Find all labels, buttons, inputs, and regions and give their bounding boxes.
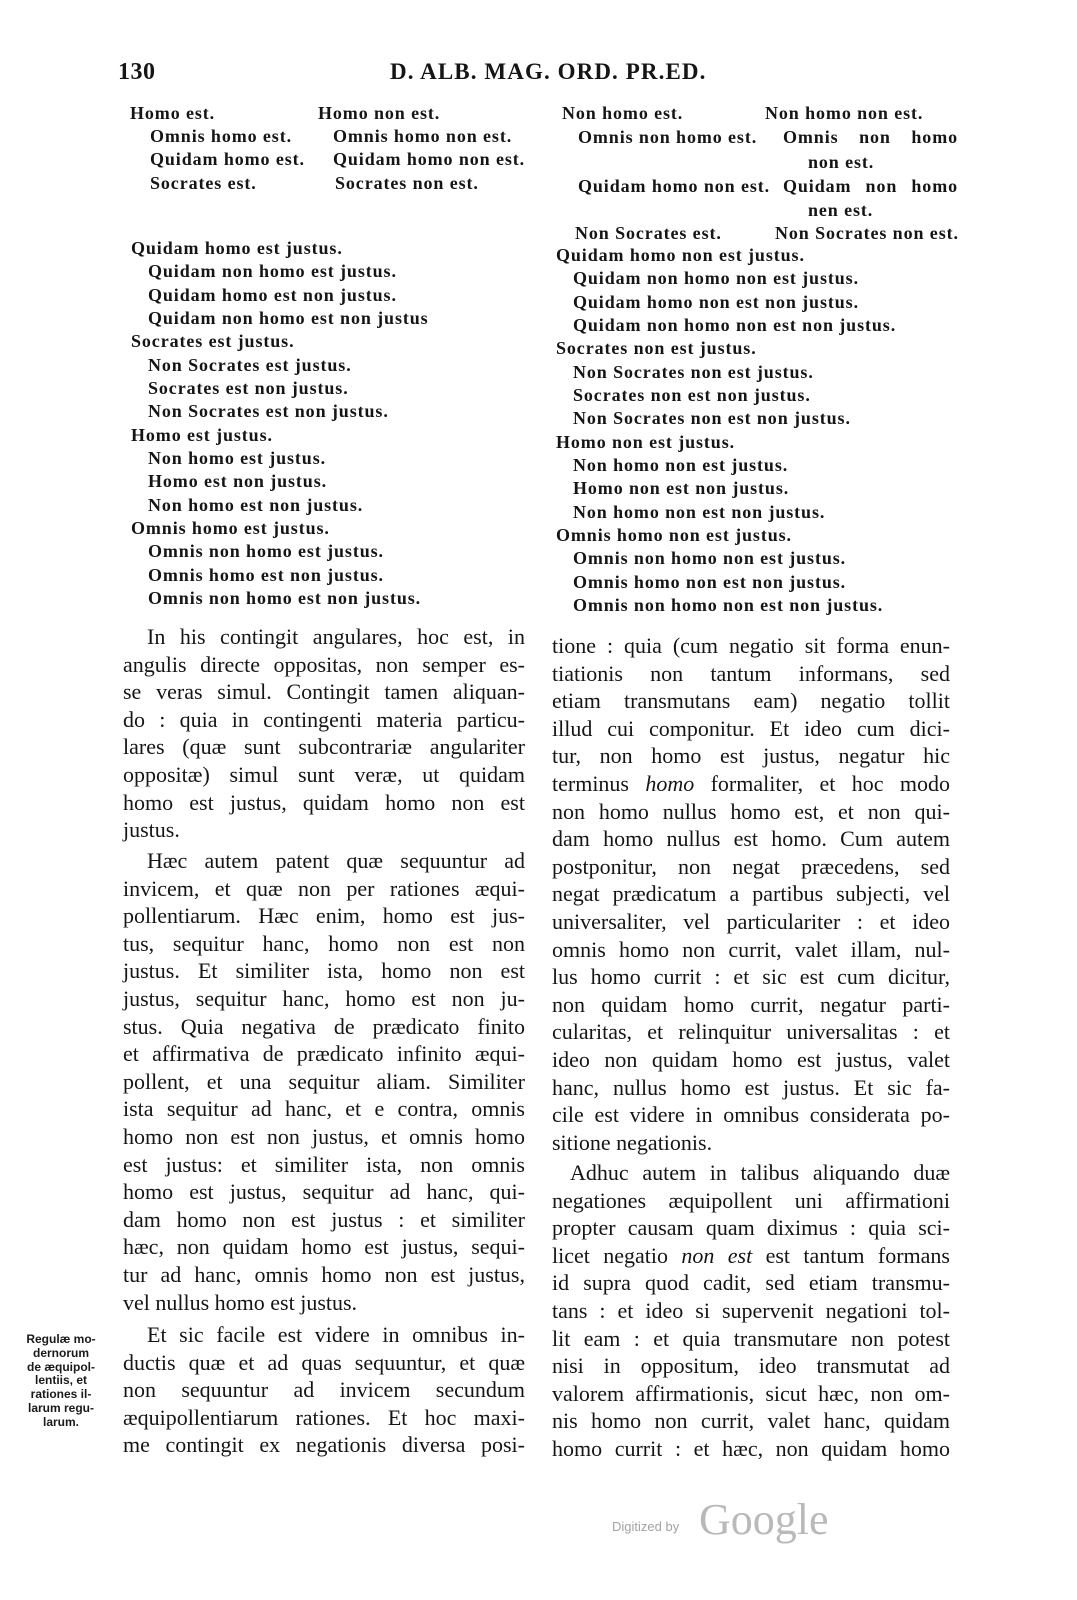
schema-line: Homo non est non justus. bbox=[573, 478, 790, 499]
text-line: nis homo non currit, valet hanc, quidam bbox=[552, 1408, 950, 1434]
schema-line: Homo est non justus. bbox=[148, 471, 328, 492]
schema-line: Non homo non est justus. bbox=[573, 455, 789, 476]
schema-line: Socrates non est non justus. bbox=[573, 385, 811, 406]
text-line bbox=[552, 770, 950, 798]
text-line: pollent, et una sequitur aliam. Similiter bbox=[123, 1068, 525, 1094]
text-line: oppositæ) simul sunt veræ, ut quidam bbox=[123, 761, 525, 787]
schema-line: Omnis homo est justus. bbox=[131, 518, 330, 539]
schema-line: Omnis homo est non justus. bbox=[148, 564, 384, 585]
text-line: angulis directe oppositas, non semper es- bbox=[123, 651, 525, 677]
schema-line: Quidam homo est non justus. bbox=[148, 284, 397, 305]
schema-list bbox=[131, 237, 429, 611]
text-line: æquipollentiarum rationes. Et hoc maxi- bbox=[123, 1404, 525, 1430]
schema-list bbox=[556, 244, 896, 618]
schema-line: Quidam non homo est non justus bbox=[148, 308, 429, 329]
watermark-google-logo: Google bbox=[699, 1495, 829, 1544]
schema-affirmative: Quidam homo non est. bbox=[578, 176, 771, 196]
schema-negative-continued: nen est. bbox=[808, 200, 874, 220]
schema-line: Quidam homo est justus. bbox=[131, 238, 343, 258]
margin-note-line: larum. bbox=[42, 1414, 79, 1429]
text-line: nisi in oppositum, ideo transmutat ad bbox=[552, 1353, 950, 1379]
text-line: dam homo non est justus : et similiter bbox=[123, 1206, 525, 1232]
text-line: cile est videre in omnibus considerata po- bbox=[552, 1102, 950, 1128]
schema-line: Omnis homo non est justus. bbox=[556, 525, 792, 546]
text-line: negationes æquipollent uni affirmationi bbox=[552, 1187, 950, 1213]
schema-negative: Homo non est. bbox=[318, 103, 441, 123]
schema-affirmative: Omnis homo est. bbox=[150, 126, 293, 146]
schema-negative-continued: non est. bbox=[808, 152, 875, 172]
schema-line: Socrates est justus. bbox=[131, 331, 295, 352]
schema-negative: Omnis homo non est. bbox=[333, 126, 513, 146]
text-line: non homo nullus homo est, et non qui- bbox=[552, 798, 950, 824]
schema-line: Omnis non homo est justus. bbox=[148, 541, 384, 562]
schema-line: Non Socrates non est justus. bbox=[573, 361, 814, 382]
text-line: illud cui componitur. Et ideo cum dici- bbox=[552, 715, 950, 741]
schema-line: Non Socrates non est non justus. bbox=[573, 408, 851, 429]
text-line: ideo non quidam homo est justus, valet bbox=[552, 1046, 950, 1072]
margin-note-line: dernorum bbox=[32, 1345, 89, 1360]
schema-line: Quidam homo non est justus. bbox=[556, 245, 805, 265]
text-line: Adhuc autem in talibus aliquando duæ bbox=[570, 1160, 950, 1185]
text-segment: est tantum formans bbox=[752, 1242, 950, 1268]
text-line: se veras simul. Contingit tamen aliquan- bbox=[123, 679, 525, 705]
text-line: tur, non homo est justus, negatur hic bbox=[552, 743, 950, 769]
text-line: vel nullus homo est justus. bbox=[123, 1289, 358, 1315]
paragraph bbox=[552, 632, 950, 1156]
text-line: lares (quæ sunt subcontrariæ angulariter bbox=[123, 734, 525, 760]
text-line: valorem affirmationis, sicut hæc, non om- bbox=[552, 1380, 950, 1406]
margin-note-line: Regulæ mo- bbox=[26, 1332, 96, 1346]
text-line: Et sic facile est videre in omnibus in- bbox=[147, 1322, 525, 1347]
margin-note-line: lentiis, et bbox=[34, 1373, 87, 1388]
schema-line: Non homo est non justus. bbox=[148, 494, 364, 515]
text-line: ductis quæ et ad quas sequuntur, et quæ bbox=[123, 1349, 525, 1375]
schema-line: Quidam non homo non est non justus. bbox=[573, 315, 897, 336]
text-line: tus, sequitur hanc, homo non est non bbox=[123, 930, 525, 956]
text-line: cularitas, et relinquitur universalitas : et bbox=[552, 1019, 950, 1045]
schema-affirmative: Socrates est. bbox=[150, 173, 257, 193]
schema-line: Homo non est justus. bbox=[556, 431, 736, 452]
page-number: 130 bbox=[118, 59, 156, 85]
paragraph bbox=[123, 623, 525, 844]
text-line: invicem, et quæ non per rationes æqui- bbox=[123, 875, 525, 901]
text-line: dam homo nullus est homo. Cum autem bbox=[552, 826, 950, 852]
text-line: ista sequitur ad hanc, et e contra, omnis bbox=[123, 1096, 525, 1122]
schema-negative: Quidam homo non est. bbox=[333, 149, 526, 169]
schema-line: Homo est justus. bbox=[131, 424, 273, 445]
schema-affirmative: Non homo est. bbox=[562, 103, 684, 123]
text-segment: licet negatio bbox=[552, 1242, 682, 1268]
schema-line: Non Socrates est justus. bbox=[148, 354, 352, 375]
text-line: tur ad hanc, omnis homo non est justus, bbox=[123, 1261, 525, 1287]
schema-line: Omnis non homo non est non justus. bbox=[573, 595, 884, 616]
schema-line: Socrates est non justus. bbox=[148, 378, 349, 399]
italic-term: homo bbox=[645, 770, 695, 796]
margin-note-line: larum regu- bbox=[27, 1400, 94, 1415]
schema-negative: Socrates non est. bbox=[335, 173, 479, 193]
schema-affirmative: Homo est. bbox=[130, 103, 216, 123]
text-line: hanc, nullus homo est justus. Et sic fa- bbox=[552, 1074, 950, 1100]
schema-affirmative: Quidam homo est. bbox=[150, 149, 305, 169]
text-line: lit eam : et quia transmutare non potest bbox=[552, 1325, 950, 1351]
text-line: pollentiarum. Hæc enim, homo est jus- bbox=[123, 903, 525, 929]
text-line: me contingit ex negationis diversa posi- bbox=[123, 1432, 525, 1458]
schema-line: Quidam non homo non est justus. bbox=[573, 268, 859, 289]
paragraph bbox=[123, 1321, 525, 1459]
text-line: stus. Quia negativa de prædicato finito bbox=[123, 1013, 525, 1039]
text-line: omnis homo non currit, valet illam, nul- bbox=[552, 936, 950, 962]
margin-note-line: rationes il- bbox=[30, 1387, 92, 1402]
text-line: justus. bbox=[123, 817, 180, 843]
schema-line: Quidam homo non est non justus. bbox=[573, 291, 859, 312]
text-line: tans : et ideo si supervenit negationi tol- bbox=[552, 1297, 950, 1323]
schema-line: Omnis non homo est non justus. bbox=[148, 588, 422, 609]
text-segment: formaliter, et hoc modo bbox=[694, 770, 950, 796]
schema-affirmative: Non Socrates est. bbox=[575, 223, 722, 243]
schema-negative: Non homo non est. bbox=[765, 103, 924, 123]
schema-line: Omnis homo non est non justus. bbox=[573, 571, 847, 592]
margin-note bbox=[16, 1333, 106, 1430]
text-line: Hæc autem patent quæ sequuntur ad bbox=[147, 848, 525, 873]
text-line: homo est justus, quidam homo non est bbox=[123, 789, 525, 815]
text-line: non quidam homo currit, negatur parti- bbox=[552, 991, 950, 1017]
text-line: homo currit : et hæc, non quidam homo bbox=[552, 1435, 950, 1461]
schema-line: Non homo non est non justus. bbox=[573, 501, 826, 522]
schema-line: Non homo est justus. bbox=[148, 448, 327, 469]
text-line: do : quia in contingenti materia particu- bbox=[123, 706, 525, 732]
paragraph bbox=[123, 847, 525, 1316]
schema-line: Quidam non homo est justus. bbox=[148, 261, 397, 282]
text-line: hæc, non quidam homo est justus, sequi- bbox=[123, 1234, 525, 1260]
text-segment: terminus bbox=[552, 770, 646, 796]
text-line: id supra quod cadit, sed etiam transmu- bbox=[552, 1270, 950, 1296]
schema-affirmative: Omnis non homo est. bbox=[578, 127, 758, 147]
text-line: est justus: et similiter ista, non omnis bbox=[123, 1151, 525, 1177]
text-line bbox=[552, 1242, 950, 1270]
text-line: justus, sequitur hanc, homo est non ju- bbox=[123, 985, 525, 1011]
text-line: sitione negationis. bbox=[552, 1129, 713, 1155]
text-line: tiationis non tantum informans, sed bbox=[552, 660, 950, 686]
paragraph bbox=[552, 1159, 950, 1463]
running-head: D. ALB. MAG. ORD. PR.ED. bbox=[390, 59, 707, 84]
text-line: postponitur, non negat præcedens, sed bbox=[552, 853, 950, 879]
text-line: non sequuntur ad invicem secundum bbox=[123, 1377, 525, 1403]
text-line: homo non est non justus, et omnis homo bbox=[123, 1123, 525, 1149]
text-line: tione : quia (cum negatio sit forma enun- bbox=[552, 633, 950, 658]
text-line: propter causam quam diximus : quia sci- bbox=[552, 1215, 950, 1241]
schema-line: Socrates non est justus. bbox=[556, 338, 757, 359]
text-line: In his contingit angulares, hoc est, in bbox=[147, 624, 525, 649]
schema-negative: Non Socrates non est. bbox=[775, 223, 959, 243]
schema-negative: Quidam non homo bbox=[783, 176, 958, 196]
watermark-digitized-by: Digitized by bbox=[612, 1519, 680, 1534]
schema-negative: Omnis non homo bbox=[783, 127, 958, 147]
text-line: et affirmativa de prædicato infinito æqui- bbox=[123, 1041, 525, 1067]
schema-line: Omnis non homo non est justus. bbox=[573, 548, 847, 569]
text-line: justus. Et similiter ista, homo non est bbox=[123, 958, 525, 984]
text-line: etiam transmutans eam) negatio tollit bbox=[552, 688, 950, 714]
text-line: negat prædicatum a partibus subjecti, vel bbox=[552, 881, 950, 907]
italic-term: non est bbox=[681, 1242, 753, 1268]
margin-note-line: de æquipol- bbox=[27, 1359, 95, 1374]
text-line: homo est justus, sequitur ad hanc, qui- bbox=[123, 1179, 525, 1205]
text-line: lus homo currit : et sic est cum dicitur, bbox=[552, 964, 950, 990]
schema-line: Non Socrates est non justus. bbox=[148, 401, 389, 422]
text-line: universaliter, vel particulariter : et ideo bbox=[552, 908, 950, 934]
